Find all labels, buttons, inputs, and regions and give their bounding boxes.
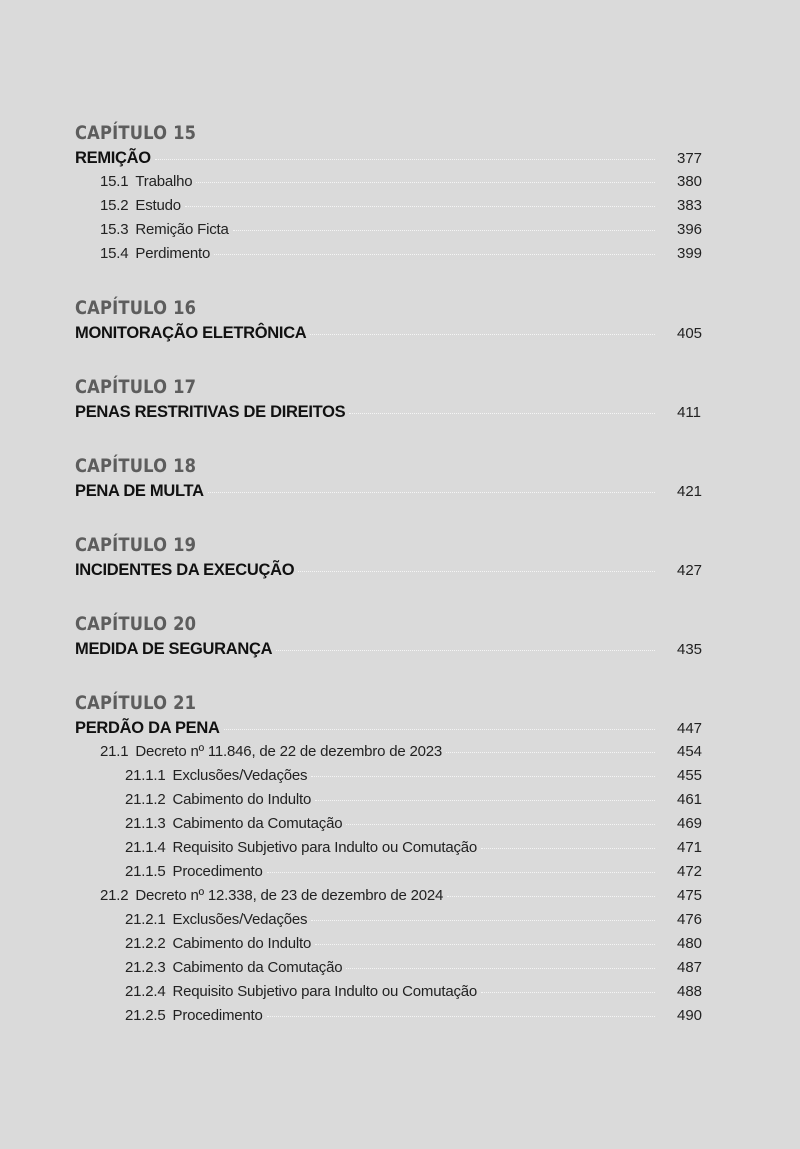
section-number: 21.2.5 xyxy=(125,1007,166,1024)
entry-title-text: PENAS RESTRITIVAS DE DIREITOS xyxy=(75,403,346,421)
section-number: 21.2 xyxy=(100,887,129,904)
entry-title-text: REMIÇÃO xyxy=(75,149,151,167)
section-number: 15.2 xyxy=(100,197,129,214)
section-number: 21.1.3 xyxy=(125,815,166,832)
dot-leader xyxy=(208,492,655,493)
toc-entry-chapter-title[interactable] xyxy=(75,146,701,170)
entry-title xyxy=(125,788,311,812)
entry-title xyxy=(100,194,181,218)
toc-entry-section[interactable] xyxy=(75,836,701,860)
dot-leader xyxy=(185,206,655,207)
section-number: 15.3 xyxy=(100,221,129,238)
page-number: 435 xyxy=(677,641,703,658)
chapter-block xyxy=(75,374,701,424)
section-number: 21.1.2 xyxy=(125,791,166,808)
page-number: 476 xyxy=(677,911,703,928)
toc-entry-section[interactable] xyxy=(75,860,701,884)
section-number: 21.2.4 xyxy=(125,983,166,1000)
dot-leader xyxy=(196,182,655,183)
page-number: 490 xyxy=(677,1007,703,1024)
page-number: 461 xyxy=(677,791,703,808)
toc-entry-chapter-title[interactable] xyxy=(75,558,701,582)
dot-leader xyxy=(349,413,655,414)
entry-title xyxy=(75,637,272,661)
entry-title xyxy=(100,884,443,908)
entry-title xyxy=(125,980,477,1004)
section-number: 21.1.4 xyxy=(125,839,166,856)
toc-entry-section[interactable] xyxy=(75,1004,701,1028)
dot-leader xyxy=(346,824,655,825)
toc-entry-section[interactable] xyxy=(75,980,701,1004)
section-label: Exclusões/Vedações xyxy=(172,767,308,784)
dot-leader xyxy=(224,729,655,730)
dot-leader xyxy=(214,254,655,255)
section-number: 15.4 xyxy=(100,245,129,262)
page-number: 447 xyxy=(677,720,703,737)
chapter-block xyxy=(75,295,701,345)
toc-entry-section[interactable] xyxy=(75,812,701,836)
section-number: 21.1 xyxy=(100,743,129,760)
page-number: 377 xyxy=(677,150,703,167)
dot-leader xyxy=(346,968,655,969)
toc-entry-section[interactable] xyxy=(75,242,701,266)
dot-leader xyxy=(481,992,655,993)
chapter-heading: CAPÍTULO 16 xyxy=(75,297,197,319)
toc-entry-section[interactable] xyxy=(75,740,701,764)
toc-entry-section[interactable] xyxy=(75,218,701,242)
page-number: 454 xyxy=(677,743,703,760)
section-label: Requisito Subjetivo para Indulto ou Comutação xyxy=(172,983,478,1000)
entry-title xyxy=(125,1004,263,1028)
page-number: 472 xyxy=(677,863,703,880)
entry-title xyxy=(125,764,307,788)
section-number: 21.1.1 xyxy=(125,767,166,784)
page-number: 475 xyxy=(677,887,703,904)
dot-leader xyxy=(447,896,655,897)
section-number: 21.2.1 xyxy=(125,911,166,928)
page-number: 380 xyxy=(677,173,703,190)
entry-title xyxy=(125,836,477,860)
dot-leader xyxy=(267,1016,655,1017)
entry-title xyxy=(75,716,220,740)
section-label: Cabimento do Indulto xyxy=(172,791,312,808)
section-label: Decreto nº 12.338, de 23 de dezembro de 2024 xyxy=(135,887,444,904)
section-label: Estudo xyxy=(135,197,181,214)
entry-title xyxy=(100,740,442,764)
entry-title-text: PERDÃO DA PENA xyxy=(75,719,220,737)
section-label: Decreto nº 11.846, de 22 de dezembro de 2023 xyxy=(135,743,443,760)
entry-title-text: MEDIDA DE SEGURANÇA xyxy=(75,640,273,658)
section-label: Trabalho xyxy=(135,173,193,190)
entry-title xyxy=(75,558,294,582)
dot-leader xyxy=(267,872,655,873)
section-number: 15.1 xyxy=(100,173,129,190)
chapter-heading: CAPÍTULO 20 xyxy=(75,613,197,635)
entry-title xyxy=(75,321,306,345)
table-of-contents xyxy=(75,120,701,1057)
entry-title xyxy=(75,146,151,170)
toc-entry-chapter-title[interactable] xyxy=(75,479,701,503)
toc-entry-section[interactable] xyxy=(75,764,701,788)
toc-entry-section[interactable] xyxy=(75,908,701,932)
section-label: Cabimento do Indulto xyxy=(172,935,312,952)
toc-entry-chapter-title[interactable] xyxy=(75,716,701,740)
page-number: 421 xyxy=(677,483,703,500)
page-number: 396 xyxy=(677,221,703,238)
dot-leader xyxy=(446,752,655,753)
entry-title xyxy=(125,860,263,884)
page-number: 405 xyxy=(677,325,703,342)
dot-leader xyxy=(315,944,655,945)
entry-title xyxy=(75,400,345,424)
entry-title-text: PENA DE MULTA xyxy=(75,482,204,500)
page-number: 480 xyxy=(677,935,703,952)
section-label: Perdimento xyxy=(135,245,211,262)
dot-leader xyxy=(233,230,655,231)
chapter-block xyxy=(75,690,701,1028)
entry-title-text: INCIDENTES DA EXECUÇÃO xyxy=(75,561,295,579)
toc-entry-section[interactable] xyxy=(75,884,701,908)
chapter-heading: CAPÍTULO 15 xyxy=(75,122,197,144)
dot-leader xyxy=(155,159,655,160)
entry-title xyxy=(100,242,210,266)
chapter-block xyxy=(75,120,701,266)
entry-title xyxy=(100,170,192,194)
entry-title xyxy=(125,932,311,956)
dot-leader xyxy=(276,650,655,651)
page-number: 399 xyxy=(677,245,703,262)
chapter-heading: CAPÍTULO 18 xyxy=(75,455,197,477)
section-label: Cabimento da Comutação xyxy=(172,959,343,976)
entry-title xyxy=(75,479,204,503)
page-number: 487 xyxy=(677,959,703,976)
section-number: 21.2.2 xyxy=(125,935,166,952)
chapter-heading: CAPÍTULO 19 xyxy=(75,534,197,556)
page-number: 488 xyxy=(677,983,703,1000)
toc-entry-section[interactable] xyxy=(75,194,701,218)
toc-entry-section[interactable] xyxy=(75,932,701,956)
chapter-block xyxy=(75,611,701,661)
entry-title xyxy=(125,908,307,932)
entry-title-text: MONITORAÇÃO ELETRÔNICA xyxy=(75,324,307,342)
dot-leader xyxy=(311,776,655,777)
dot-leader xyxy=(315,800,655,801)
section-label: Procedimento xyxy=(172,1007,263,1024)
page-number: 471 xyxy=(677,839,703,856)
chapter-block xyxy=(75,453,701,503)
section-label: Cabimento da Comutação xyxy=(172,815,343,832)
section-label: Requisito Subjetivo para Indulto ou Comutação xyxy=(172,839,478,856)
section-label: Procedimento xyxy=(172,863,263,880)
toc-entry-chapter-title[interactable] xyxy=(75,321,701,345)
dot-leader xyxy=(298,571,655,572)
toc-entry-chapter-title[interactable] xyxy=(75,637,701,661)
toc-entry-section[interactable] xyxy=(75,788,701,812)
page-number: 455 xyxy=(677,767,703,784)
entry-title xyxy=(125,956,342,980)
page-number: 427 xyxy=(677,562,703,579)
dot-leader xyxy=(311,920,655,921)
chapter-heading: CAPÍTULO 21 xyxy=(75,692,197,714)
entry-title xyxy=(100,218,229,242)
section-label: Remição Ficta xyxy=(135,221,229,238)
chapter-heading: CAPÍTULO 17 xyxy=(75,376,197,398)
dot-leader xyxy=(310,334,655,335)
section-label: Exclusões/Vedações xyxy=(172,911,308,928)
toc-entry-chapter-title[interactable] xyxy=(75,400,701,424)
page-number: 469 xyxy=(677,815,703,832)
toc-entry-section[interactable] xyxy=(75,170,701,194)
toc-entry-section[interactable] xyxy=(75,956,701,980)
page-number: 411 xyxy=(677,404,701,421)
page-number: 383 xyxy=(677,197,703,214)
section-number: 21.2.3 xyxy=(125,959,166,976)
chapter-block xyxy=(75,532,701,582)
section-number: 21.1.5 xyxy=(125,863,166,880)
dot-leader xyxy=(481,848,655,849)
entry-title xyxy=(125,812,342,836)
